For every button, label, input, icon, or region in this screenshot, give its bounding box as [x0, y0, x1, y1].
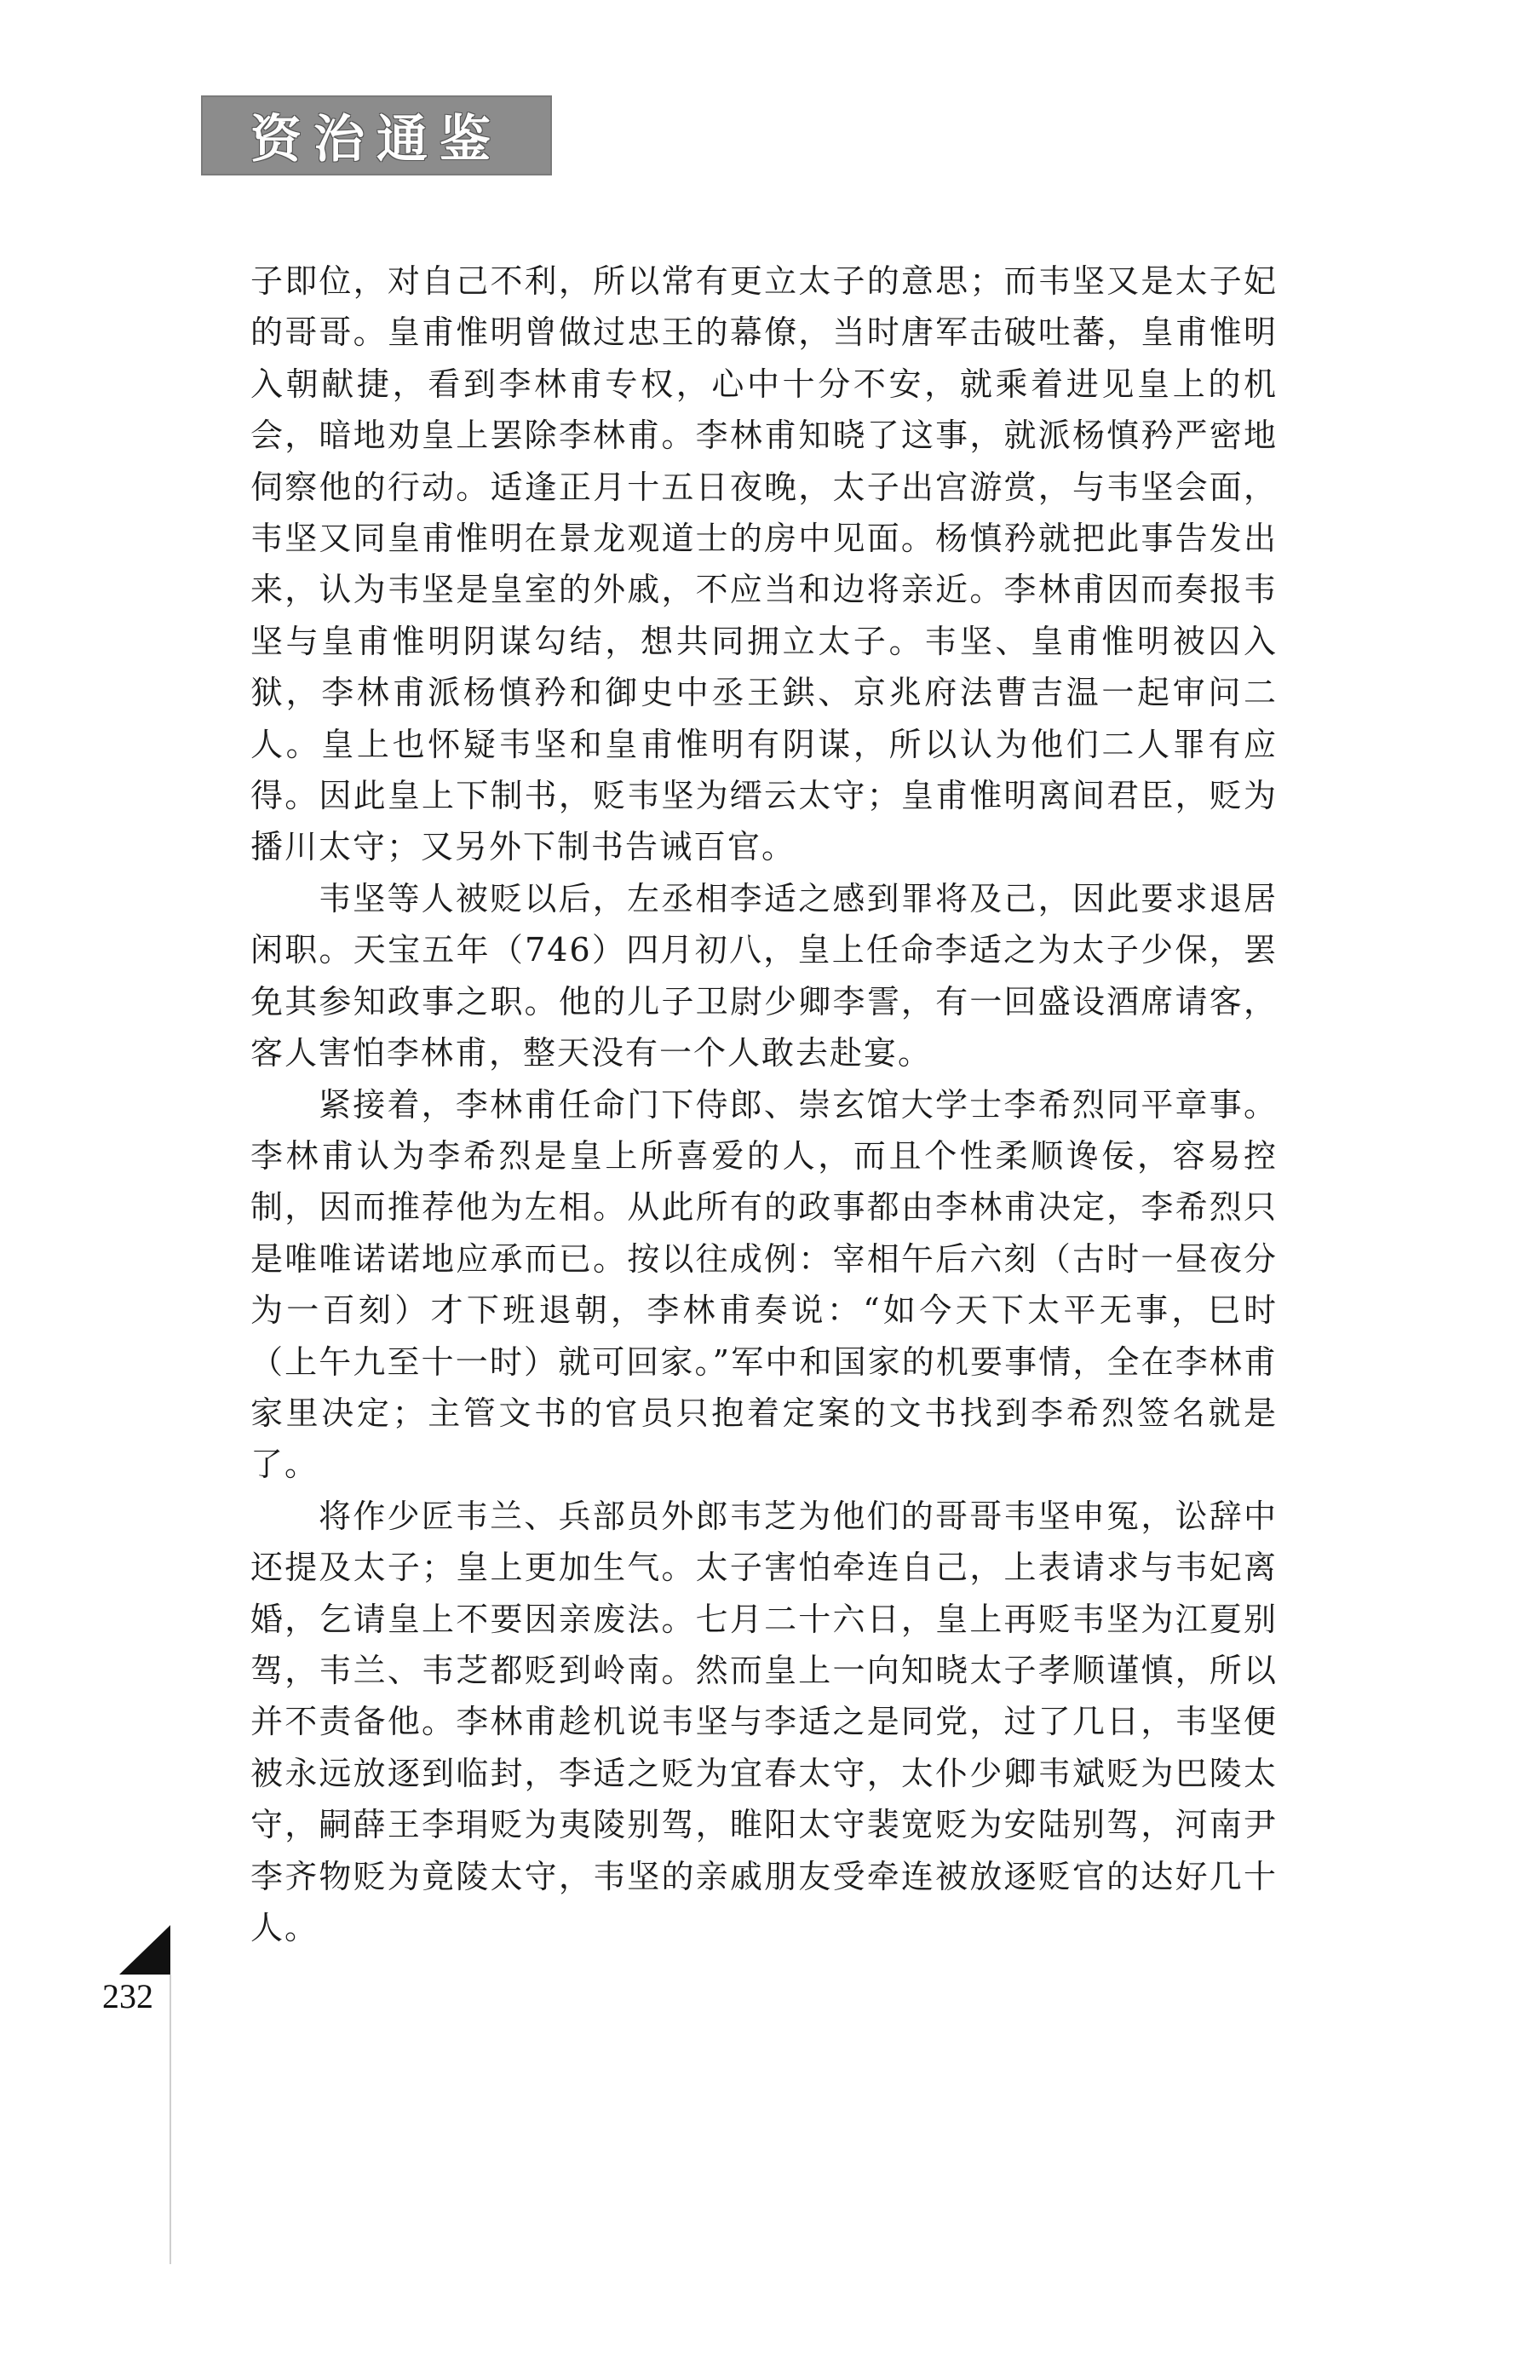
page-corner-triangle-icon: [119, 1925, 170, 1975]
body-text: [250, 256, 1278, 1953]
paragraph: 韦坚等人被贬以后，左丞相李适之感到罪将及己，因此要求退居闲职。天宝五年（746）四月初八，皇上任命李适之为太子少保，罢免其参知政事之职。他的儿子卫尉少卿李霅，有一回盛设酒席请客，客人害怕李林甫，整天没有一个人敢去赴宴。: [250, 879, 1278, 1072]
page-number: 232: [102, 1977, 153, 2015]
paragraph: 紧接着，李林甫任命门下侍郎、崇玄馆大学士李希烈同平章事。李林甫认为李希烈是皇上所喜爱的人，而且个性柔顺谗佞，容易控制，因而推荐他为左相。从此所有的政事都由李林甫决定，李希烈只是唯唯诺诺地应承而已。按以往成例：宰相午后六刻（古时一昼夜分为一百刻）才下班退朝，李林甫奏说：“如今天下太平无事，巳时（上午九至十一时）就可回家。”军中和国家的机要事情，全在李林甫家里决定；主管文书的官员只抱着定案的文书找到李希烈签名就是了。: [250, 1085, 1278, 1484]
margin-rule: [170, 1975, 171, 2264]
book-title-banner: [201, 95, 552, 175]
paragraph: 将作少匠韦兰、兵部员外郎韦芝为他们的哥哥韦坚申冤，讼辞中还提及太子；皇上更加生气。太子害怕牵连自己，上表请求与韦妃离婚，乞请皇上不要因亲废法。七月二十六日，皇上再贬韦坚为江夏别驾，韦兰、韦芝都贬到岭南。然而皇上一向知晓太子孝顺谨慎，所以并不责备他。李林甫趁机说韦坚与李适之是同党，过了几日，韦坚便被永远放逐到临封，李适之贬为宜春太守，太仆少卿韦斌贬为巴陵太守，嗣薛王李琄贬为夷陵别驾，睢阳太守裴宽贬为安陆别驾，河南尹李齐物贬为竟陵太守，韦坚的亲戚朋友受牵连被放逐贬官的达好几十人。: [250, 1497, 1278, 1946]
book-title: 资治通鉴: [250, 110, 503, 170]
paragraph: 子即位，对自己不利，所以常有更立太子的意思；而韦坚又是太子妃的哥哥。皇甫惟明曾做过忠王的幕僚，当时唐军击破吐蕃，皇甫惟明入朝献捷，看到李林甫专权，心中十分不安，就乘着进见皇上的机会，暗地劝皇上罢除李林甫。李林甫知晓了这事，就派杨慎矜严密地伺察他的行动。适逢正月十五日夜晚，太子出宫游赏，与韦坚会面，韦坚又同皇甫惟明在景龙观道士的房中见面。杨慎矜就把此事告发出来，认为韦坚是皇室的外戚，不应当和边将亲近。李林甫因而奏报韦坚与皇甫惟明阴谋勾结，想共同拥立太子。韦坚、皇甫惟明被囚入狱，李林甫派杨慎矜和御史中丞王鉷、京兆府法曹吉温一起审问二人。皇上也怀疑韦坚和皇甫惟明有阴谋，所以认为他们二人罪有应得。因此皇上下制书，贬韦坚为缙云太守；皇甫惟明离间君臣，贬为播川太守；又另外下制书告诫百官。: [250, 262, 1278, 866]
